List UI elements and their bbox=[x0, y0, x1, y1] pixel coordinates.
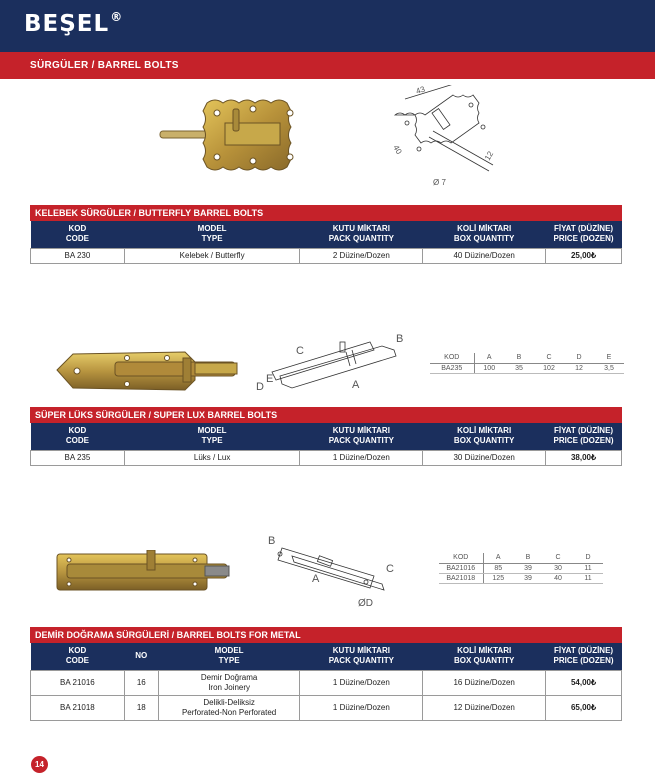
super-lux-bolt-photo bbox=[55, 348, 240, 393]
col-box-header: KOLİ MİKTARI BOX QUANTITY bbox=[423, 423, 546, 450]
drawing-label-a: A bbox=[312, 573, 320, 585]
table-row: BA 21016 16 Demir Doğrama Iron Joinery 1 Düzine/Dozen 16 Düzine/Dozen 54,00₺ bbox=[31, 670, 622, 695]
col-price-header: FİYAT (DÜZİNE) PRICE (DOZEN) bbox=[546, 643, 622, 670]
col-code-header: KOD CODE bbox=[31, 221, 125, 248]
butterfly-bolt-drawing bbox=[385, 85, 510, 190]
col-type-header: MODEL TYPE bbox=[158, 643, 300, 670]
drawing-label-b: B bbox=[268, 535, 276, 547]
col-type-header: MODEL TYPE bbox=[124, 221, 300, 248]
drawing-label-40: 40 bbox=[391, 143, 404, 156]
section-title-bar bbox=[0, 52, 655, 79]
col-box-header: KOLİ MİKTARI BOX QUANTITY bbox=[423, 221, 546, 248]
col-pack-header: KUTU MİKTARI PACK QUANTITY bbox=[300, 643, 423, 670]
col-code-header: KOD CODE bbox=[31, 643, 125, 670]
drawing-label-c: C bbox=[386, 563, 394, 575]
drawing-label-b: B bbox=[396, 333, 404, 345]
drawing-label-a: A bbox=[352, 379, 360, 391]
col-type-header: MODEL TYPE bbox=[124, 423, 300, 450]
table-row: BA 235 Lüks / Lux 1 Düzine/Dozen 30 Düzine/Dozen 38,00₺ bbox=[31, 450, 622, 465]
metal-bolt-drawing bbox=[262, 530, 402, 610]
col-code-header: KOD CODE bbox=[31, 423, 125, 450]
table-row: BA 21018 18 Delikli-Deliksiz Perforated-Non Perforated 1 Düzine/Dozen 12 Düzine/Dozen 65,00₺ bbox=[31, 695, 622, 720]
drawing-label-12: 12 bbox=[482, 149, 496, 162]
metal-dimension-table bbox=[439, 553, 603, 584]
super-lux-price-table bbox=[30, 423, 622, 466]
table-row: BA 230 Kelebek / Butterfly 2 Düzine/Dozen 40 Düzine/Dozen 25,00₺ bbox=[31, 248, 622, 263]
brand-logo: BEŞEL® bbox=[24, 10, 124, 37]
col-price-header: FİYAT (DÜZİNE) PRICE (DOZEN) bbox=[546, 221, 622, 248]
table-row: BA21018 125 39 40 11 bbox=[439, 573, 603, 583]
super-lux-bolt-drawing bbox=[252, 332, 410, 396]
drawing-label-e: E bbox=[266, 373, 274, 385]
table-row: KOD A B C D E bbox=[430, 353, 624, 363]
table-row: BA235 100 35 102 12 3,5 bbox=[430, 363, 624, 373]
col-no-header: NO bbox=[124, 643, 158, 670]
header-bar bbox=[0, 0, 655, 52]
butterfly-table-title: KELEBEK SÜRGÜLER / BUTTERFLY BARREL BOLTS bbox=[30, 205, 622, 221]
super-lux-dimension-table bbox=[430, 353, 624, 374]
metal-bolt-photo bbox=[55, 550, 230, 595]
col-price-header: FİYAT (DÜZİNE) PRICE (DOZEN) bbox=[546, 423, 622, 450]
drawing-label-dia: Ø 7 bbox=[433, 178, 446, 187]
col-pack-header: KUTU MİKTARI PACK QUANTITY bbox=[300, 221, 423, 248]
page-number: 14 bbox=[31, 756, 48, 773]
butterfly-price-table bbox=[30, 221, 622, 264]
col-box-header: KOLİ MİKTARI BOX QUANTITY bbox=[423, 643, 546, 670]
section-title: SÜRGÜLER / BARREL BOLTS bbox=[30, 60, 179, 71]
butterfly-bolt-photo bbox=[155, 95, 315, 175]
super-lux-table-title: SÜPER LÜKS SÜRGÜLER / SUPER LUX BARREL BOLTS bbox=[30, 407, 622, 423]
drawing-label-c: C bbox=[296, 345, 304, 357]
drawing-label-d: D bbox=[256, 381, 264, 393]
col-pack-header: KUTU MİKTARI PACK QUANTITY bbox=[300, 423, 423, 450]
drawing-label-d: ØD bbox=[358, 598, 373, 609]
table-row: BA21016 85 39 30 11 bbox=[439, 563, 603, 573]
metal-price-table bbox=[30, 643, 622, 721]
table-row: KOD A B C D bbox=[439, 553, 603, 563]
metal-table-title: DEMİR DOĞRAMA SÜRGÜLERİ / BARREL BOLTS FOR METAL bbox=[30, 627, 622, 643]
drawing-label-43: 43 bbox=[414, 85, 427, 96]
